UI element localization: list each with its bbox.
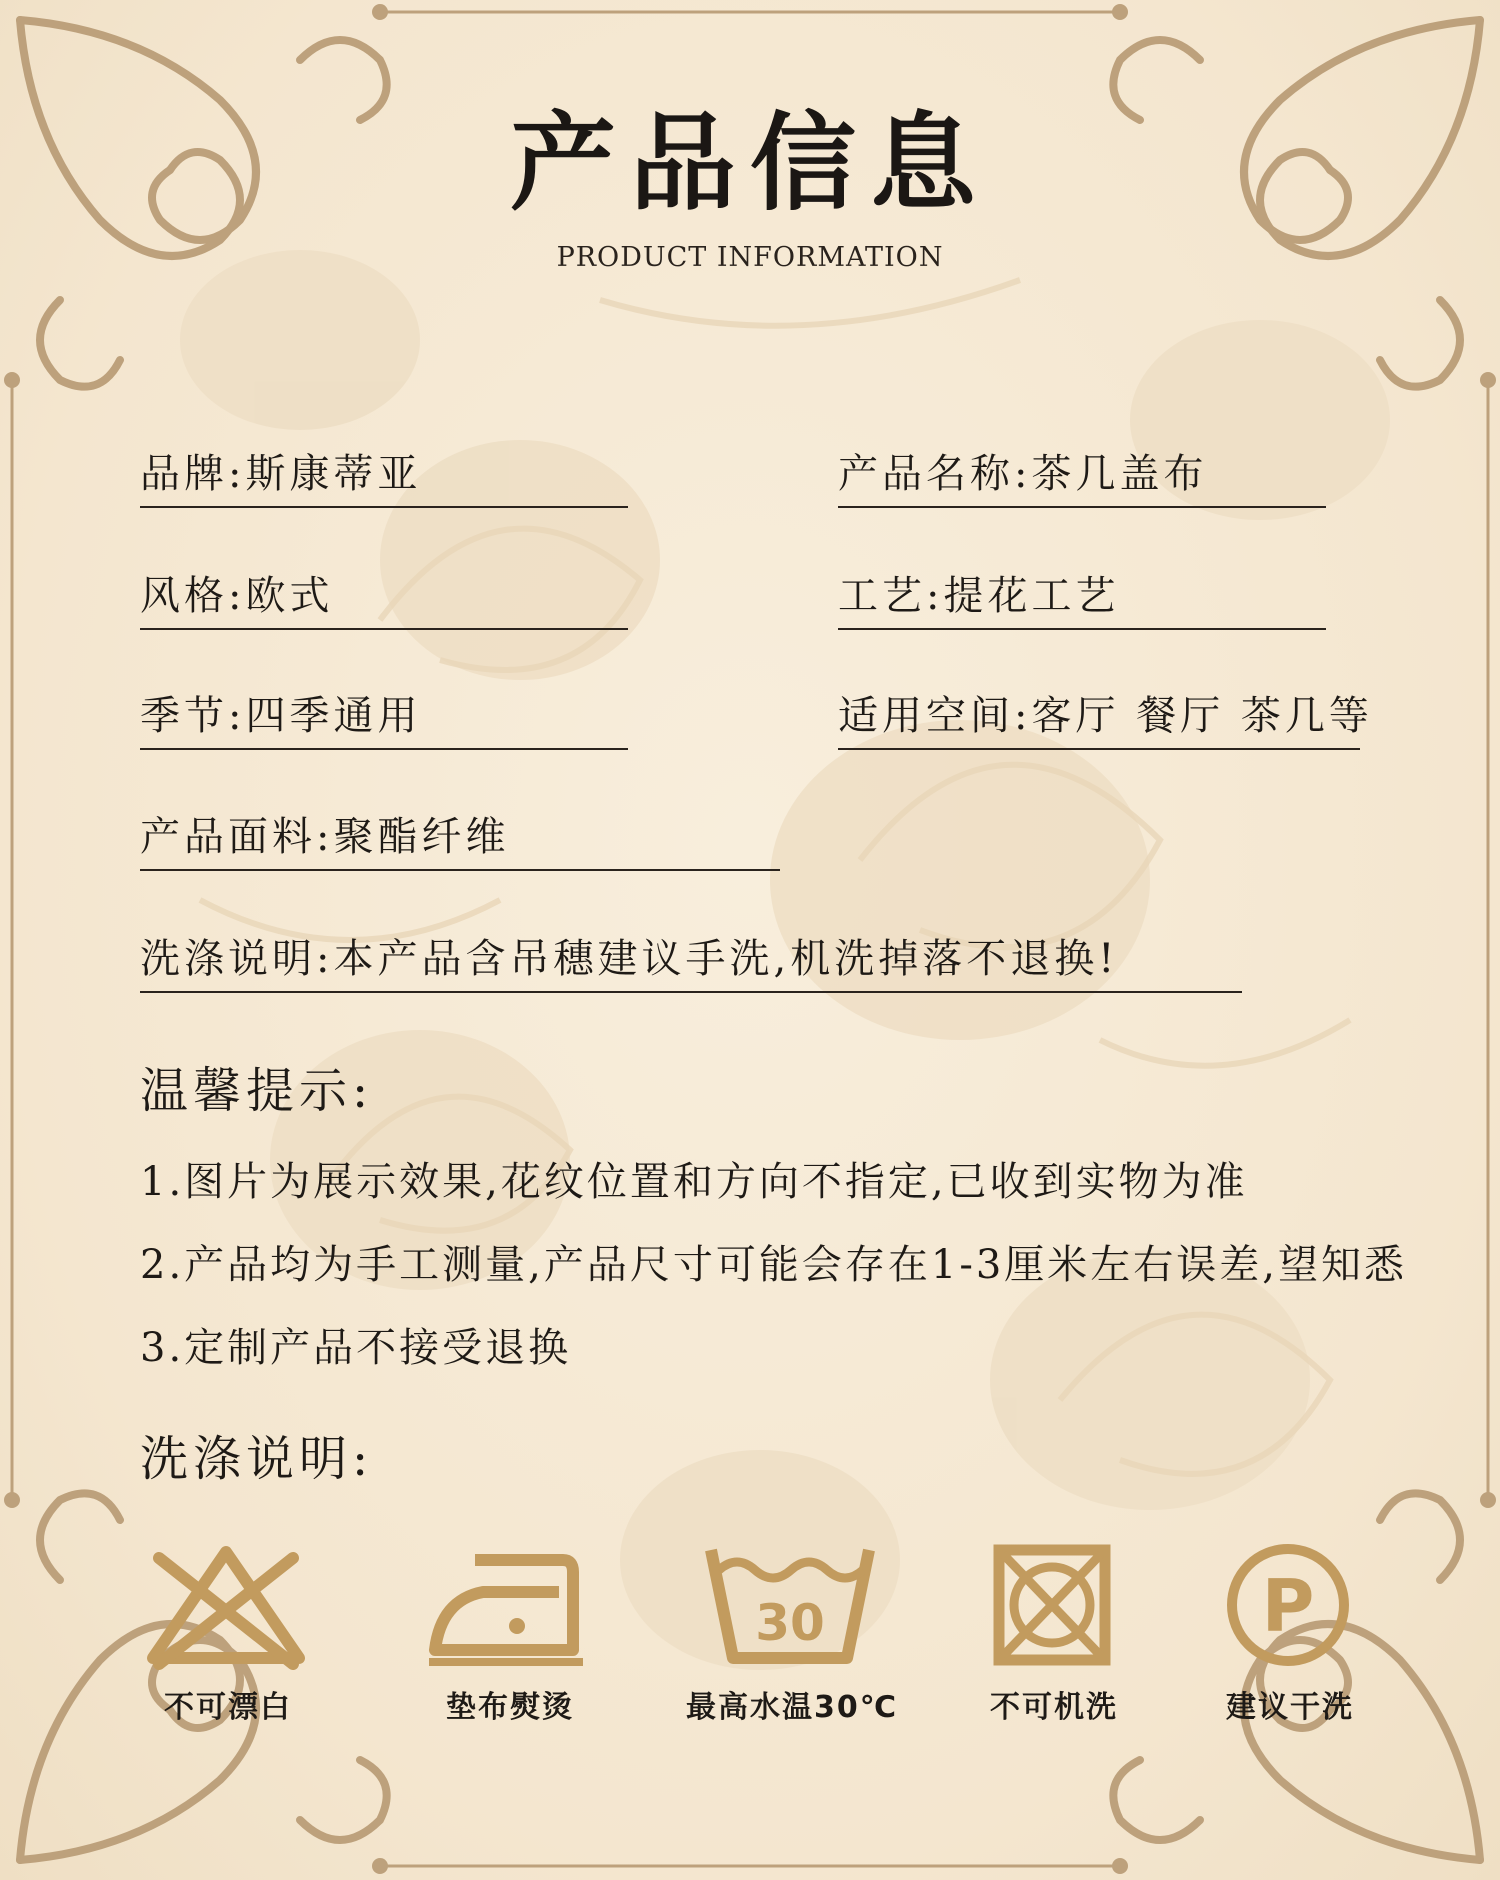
no-bleach-icon (141, 1540, 311, 1670)
care-item-wash-30 (670, 1540, 910, 1670)
tips-heading: 温馨提示: (140, 1063, 374, 1119)
svg-text:P: P (1261, 1564, 1315, 1648)
care-item-no-bleach (106, 1540, 346, 1670)
care-label-no-machine-wash: 不可机洗 (990, 1690, 1118, 1725)
care-label-wash-30: 最高水温30℃ (685, 1690, 899, 1725)
dry-clean-icon (1203, 1540, 1373, 1670)
field-product-name: 产品名称:茶几盖布 (838, 452, 1326, 508)
tip-item-2: 2.产品均为手工测量,产品尺寸可能会存在1-3厘米左右误差,望知悉 (140, 1242, 1408, 1288)
tip-item-3: 3.定制产品不接受退换 (140, 1325, 572, 1371)
field-space: 适用空间:客厅 餐厅 茶几等 (838, 694, 1360, 750)
iron-with-cloth-icon (423, 1540, 593, 1670)
wash-30-icon (705, 1540, 875, 1670)
field-craft: 工艺:提花工艺 (838, 574, 1326, 630)
field-style: 风格:欧式 (140, 574, 628, 630)
field-wash: 洗涤说明:本产品含吊穗建议手洗,机洗掉落不退换! (140, 937, 1242, 993)
svg-text:30: 30 (755, 1594, 825, 1652)
page-title: 产品信息 (510, 100, 990, 225)
care-label-iron: 垫布熨烫 (446, 1690, 574, 1725)
field-brand: 品牌:斯康蒂亚 (140, 452, 628, 508)
field-season: 季节:四季通用 (140, 694, 628, 750)
care-heading: 洗涤说明: (140, 1431, 374, 1487)
page-subtitle: PRODUCT INFORMATION (556, 242, 944, 273)
care-item-dry-clean (1168, 1540, 1408, 1670)
no-machine-wash-icon (967, 1540, 1137, 1670)
care-item-no-machine-wash (932, 1540, 1172, 1670)
field-material: 产品面料:聚酯纤维 (140, 815, 780, 871)
care-label-dry-clean: 建议干洗 (1226, 1690, 1354, 1725)
tip-item-1: 1.图片为展示效果,花纹位置和方向不指定,已收到实物为准 (140, 1159, 1248, 1205)
care-item-iron (388, 1540, 628, 1670)
care-label-no-bleach: 不可漂白 (164, 1690, 292, 1725)
